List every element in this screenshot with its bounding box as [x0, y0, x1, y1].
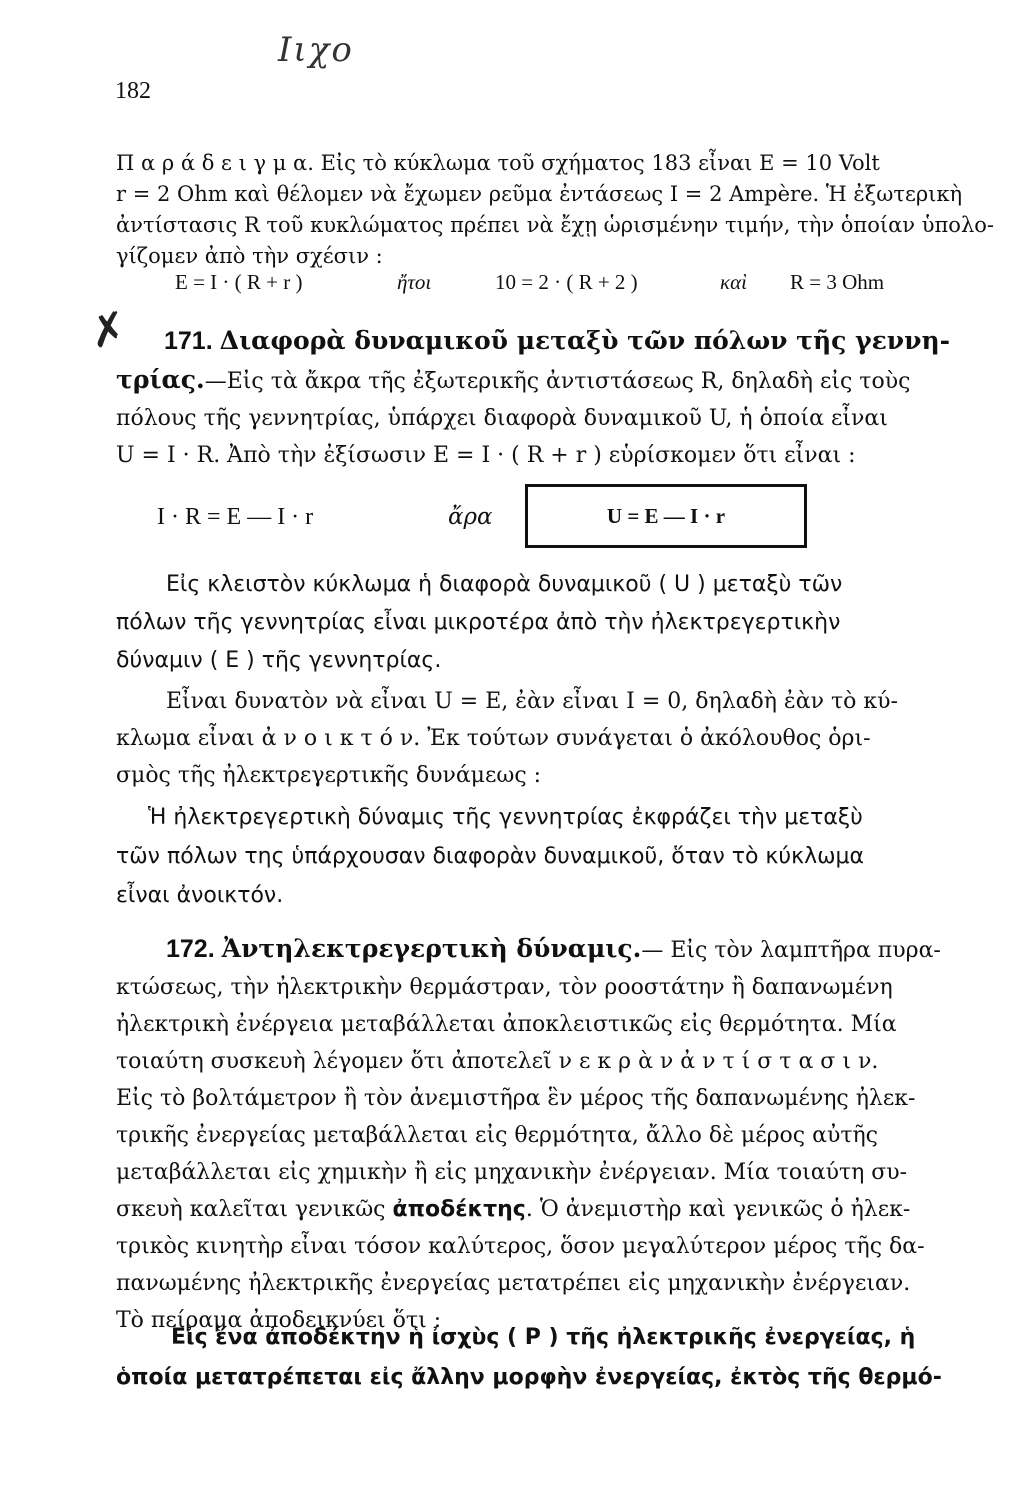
paragraph-line: Εἶναι δυνατὸν νὰ εἶναι U = E, ἐὰν εἶναι I = 0, δηλαδὴ ἐὰν τὸ κύ-: [166, 689, 898, 714]
section-text-line: μεταβάλλεται εἰς χημικὴν ἢ εἰς μηχανικὴν ἐνέργειαν. Μία τοιαύτη συ-: [116, 1160, 908, 1185]
handwritten-note: Ιιχο: [278, 30, 354, 70]
section-171-heading: [116, 322, 960, 474]
definition-line: τῶν πόλων της ὑπάρχουσαν διαφορὰν δυναμικοῦ, ὅταν τὸ κύκλωμα: [116, 844, 865, 869]
statement-line: πόλων τῆς γεννητρίας εἶναι μικροτέρα ἀπὸ τὴν ἠλεκτρεγερτικὴν: [116, 610, 841, 635]
definition-block: [116, 798, 960, 915]
example-line: ἀντίστασις R τοῦ κυκλώματος πρέπει νὰ ἔχῃ ὡρισμένην τιμήν, τὴν ὁποίαν ὑπολο-: [116, 213, 994, 237]
bold-statement-line: ὁποία μετατρέπεται εἰς ἄλλην μορφὴν ἐνεργείας, ἐκτὸς τῆς θερμό-: [116, 1365, 942, 1390]
bold-statement-line: Εἰς ἕνα ἀποδέκτην ἡ ἰσχὺς ( P ) τῆς ἠλεκτρικῆς ἐνεργείας, ἡ: [171, 1325, 916, 1350]
example-line: r = 2 Ohm καὶ θέλομεν νὰ ἔχωμεν ρεῦμα ἐντάσεως I = 2 Ampère. Ἡ ἐξωτερικὴ: [116, 182, 963, 206]
section-number: 171.: [164, 327, 213, 355]
section-text-line: κτώσεως, τὴν ἠλεκτρικὴν θερμάστραν, τὸν ροοστάτην ἢ δαπανωμένη: [116, 975, 893, 1000]
section-text-line: Τὸ πείραμα ἀποδεικνύει ὅτι :: [116, 1308, 442, 1333]
statement-line: Εἰς κλειστὸν κύκλωμα ἡ διαφορὰ δυναμικοῦ ( U ) μεταξὺ τῶν: [166, 572, 843, 597]
paragraph-line: σμὸς τῆς ἠλεκτρεγερτικῆς δυνάμεως :: [116, 763, 542, 788]
power-statement: [116, 1318, 960, 1398]
section-text-line: τοιαύτη συσκευὴ λέγομεν ὅτι ἀποτελεῖ ν ε κ ρ ὰ ν ἀ ν τ ί σ τ α σ ι ν.: [116, 1049, 879, 1074]
statement-block: [116, 566, 960, 680]
definition-line: εἶναι ἀνοικτόν.: [116, 883, 284, 908]
section-title: Ἀντηλεκτρεγερτικὴ δύναμις.: [221, 934, 642, 963]
section-text-line: U = I · R. Ἀπὸ τὴν ἐξίσωσιν E = I · ( R + r ) εὑρίσκομεν ὅτι εἶναι :: [116, 443, 856, 468]
section-title-cont: τρίας.: [116, 365, 205, 394]
statement-line: δύναμιν ( E ) τῆς γεννητρίας.: [116, 648, 442, 673]
section-text: . Ὁ ἀνεμιστὴρ καὶ γενικῶς ὁ ἠλεκ-: [525, 1197, 911, 1222]
section-text-line: τρικῆς ἐνεργείας μεταβάλλεται εἰς θερμότητα, ἄλλο δὲ μέρος αὐτῆς: [116, 1123, 878, 1148]
equation-word: καὶ: [720, 270, 747, 294]
equation-word: ἤτοι: [397, 270, 432, 294]
page-number: 182: [115, 78, 151, 104]
receiver-term: ἀποδέκτης: [392, 1197, 526, 1222]
derivation-formula: I · R = E — I · r: [157, 504, 314, 530]
paragraph-line: κλωμα εἶναι ἀ ν ο ι κ τ ό ν. Ἐκ τούτων συνάγεται ὁ ἀκόλουθος ὁρι-: [116, 726, 871, 751]
section-text-line: πανωμένης ἠλεκτρικῆς ἐνεργείας μετατρέπει εἰς μηχανικὴν ἐνέργειαν.: [116, 1271, 911, 1296]
section-text: — Εἰς τὸν λαμπτῆρα πυρα-: [641, 938, 941, 963]
open-circuit-paragraph: [116, 683, 960, 794]
section-title: Διαφορὰ δυναμικοῦ μεταξὺ τῶν πόλων τῆς γεννη-: [219, 326, 951, 355]
example-line: γίζομεν ἀπὸ τὴν σχέσιν :: [116, 244, 383, 268]
derivation-word: ἄρα: [448, 504, 493, 530]
section-172: [116, 930, 960, 1339]
section-text: σκευὴ καλεῖται γενικῶς: [116, 1197, 393, 1222]
definition-line: Ἡ ἠλεκτρεγερτικὴ δύναμις τῆς γεννητρίας ἐκφράζει τὴν μεταξὺ: [148, 805, 863, 830]
equation-left: E = I · ( R + r ): [175, 270, 303, 294]
section-text: —Εἰς τὰ ἄκρα τῆς ἐξωτερικῆς ἀντιστάσεως R, δηλαδὴ εἰς τοὺς: [204, 369, 911, 394]
boxed-formula: U = E — I · r: [525, 484, 807, 548]
pen-mark-icon: ✗: [85, 301, 132, 360]
example-paragraph: [116, 148, 994, 272]
section-number: 172.: [166, 935, 215, 963]
section-text-line: τρικὸς κινητὴρ εἶναι τόσον καλύτερος, ὅσον μεγαλύτερον μέρος τῆς δα-: [116, 1234, 925, 1259]
section-text-line: πόλους τῆς γεννητρίας, ὑπάρχει διαφορὰ δυναμικοῦ U, ἡ ὁποία εἶναι: [116, 406, 888, 431]
section-text-line: Εἰς τὸ βολτάμετρον ἢ τὸν ἀνεμιστῆρα ἓν μέρος τῆς δαπανωμένης ἠλεκ-: [116, 1086, 916, 1111]
equation-mid: 10 = 2 · ( R + 2 ): [495, 270, 638, 294]
equation-right: R = 3 Ohm: [790, 270, 885, 294]
section-text-line: ἠλεκτρικὴ ἐνέργεια μεταβάλλεται ἀποκλειστικῶς εἰς θερμότητα. Μία: [116, 1012, 897, 1037]
example-line: Π α ρ ά δ ε ι γ μ α. Εἰς τὸ κύκλωμα τοῦ σχήματος 183 εἶναι E = 10 Volt: [116, 151, 880, 175]
